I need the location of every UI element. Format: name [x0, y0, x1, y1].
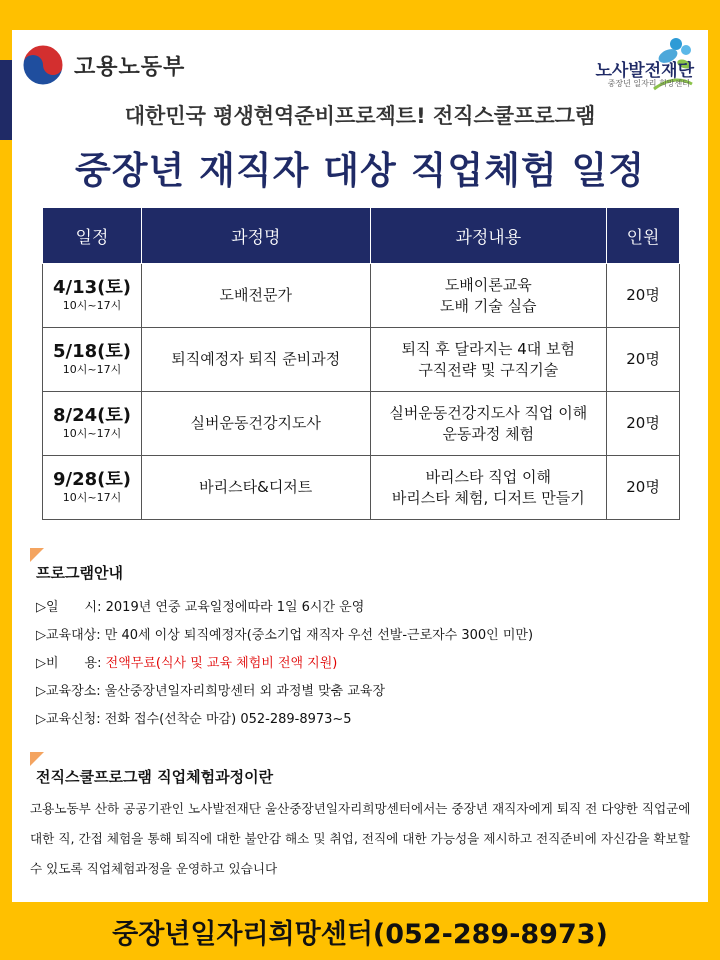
info-label: ▷일 시: — [36, 600, 106, 615]
date-text: 4/13(토) — [52, 277, 131, 299]
content-line: 실버운동건강지도사 직업 이해 — [389, 404, 588, 423]
content-line: 도배 기술 실습 — [440, 296, 537, 315]
info-text-cost: 전액무료(식사 및 교육 체험비 전액 지원) — [105, 656, 338, 671]
page-title: 중장년 재직자 대상 직업체험 일정 — [75, 149, 645, 192]
header-date: 일정 — [43, 208, 142, 264]
header-course-name: 과정명 — [141, 208, 370, 264]
table-row — [43, 264, 680, 328]
time-text: 10시~17시 — [62, 298, 122, 312]
foundation-name: 노사발전재단 — [595, 61, 694, 81]
time-text: 10시~17시 — [62, 490, 122, 504]
date-text: 5/18(토) — [52, 341, 131, 363]
course-content-cell — [370, 264, 607, 328]
list-item — [36, 622, 533, 650]
time-text: 10시~17시 — [62, 362, 122, 376]
info-label: ▷비 용: — [36, 656, 106, 671]
course-name-cell: 퇴직예정자 퇴직 준비과정 — [141, 328, 370, 392]
schedule-table — [42, 207, 680, 520]
info-label: ▷교육장소: — [36, 684, 105, 699]
course-content-cell — [370, 328, 607, 392]
content-line: 도배이론교육 — [444, 276, 532, 295]
ministry-name: 고용노동부 — [74, 54, 186, 80]
list-item — [36, 650, 533, 678]
orange-corner-flag-icon — [30, 752, 44, 766]
course-name-cell: 실버운동건강지도사 — [141, 392, 370, 456]
foundation-subtitle: 중장년 일자리 희망센터 — [607, 79, 690, 88]
info-text: 울산중장년일자리희망센터 외 과정별 맞춤 교육장 — [104, 684, 385, 699]
table-row — [43, 328, 680, 392]
taeguk-logo-icon — [20, 42, 66, 88]
about-title: 전직스쿨프로그램 직업체험과정이란 — [36, 768, 274, 786]
info-text: 2019년 연중 교육일정에따라 1일 6시간 운영 — [105, 600, 365, 615]
info-text: 전화 접수(선착순 마감) 052-289-8973~5 — [104, 712, 352, 727]
content-line: 운동과정 체험 — [442, 424, 535, 443]
foundation-logo — [554, 34, 694, 98]
list-item — [36, 706, 533, 734]
course-name-cell: 도배전문가 — [141, 264, 370, 328]
course-content-cell — [370, 392, 607, 456]
info-label: ▷교육신청: — [36, 712, 105, 727]
about-description: 고용노동부 산하 공공기관인 노사발전재단 울산중장년일자리희망센터에서는 중장년 재직자에게 퇴직 전 다양한 직업군에 대한 직, 간접 체험을 통해 퇴직에 대한 불안감 해소 및 취업, 전직에 대한 가능성을 제시하고 전직준비에 자신감을 확보할 수 있도록 직업체험과정을 운영하고 있습니다 — [30, 801, 691, 876]
capacity-cell: 20명 — [607, 392, 680, 456]
info-text: 만 40세 이상 퇴직예정자(중소기업 재직자 우선 선발-근로자수 300인 미만) — [104, 628, 534, 643]
info-label: ▷교육대상: — [36, 628, 105, 643]
header-course-content: 과정내용 — [370, 208, 607, 264]
table-row — [43, 392, 680, 456]
content-line: 바리스타 직업 이해 — [425, 468, 552, 487]
content-line: 구직전략 및 구직기술 — [418, 360, 559, 379]
capacity-cell: 20명 — [607, 456, 680, 520]
time-text: 10시~17시 — [62, 426, 122, 440]
course-content-cell — [370, 456, 607, 520]
course-name-cell: 바리스타&디저트 — [141, 456, 370, 520]
ministry-logo — [20, 42, 185, 88]
orange-corner-flag-icon — [30, 548, 44, 562]
program-info-title: 프로그램안내 — [36, 564, 123, 582]
date-cell — [43, 392, 142, 456]
program-info-list — [36, 594, 533, 734]
list-item — [36, 594, 533, 622]
date-cell — [43, 328, 142, 392]
capacity-cell: 20명 — [607, 264, 680, 328]
list-item — [36, 678, 533, 706]
table-row — [43, 456, 680, 520]
content-line: 바리스타 체험, 디저트 만들기 — [391, 488, 585, 507]
program-subtitle: 대한민국 평생현역준비프로젝트! 전직스쿨프로그램 — [124, 104, 596, 128]
date-cell — [43, 456, 142, 520]
date-cell — [43, 264, 142, 328]
table-header-row — [43, 208, 680, 264]
date-text: 8/24(토) — [52, 405, 131, 427]
date-text: 9/28(토) — [52, 469, 131, 491]
footer-contact: 중장년일자리희망센터(052-289-8973) — [112, 919, 608, 950]
header-capacity: 인원 — [607, 208, 680, 264]
capacity-cell: 20명 — [607, 328, 680, 392]
content-line: 퇴직 후 달라지는 4대 보험 — [401, 340, 576, 359]
